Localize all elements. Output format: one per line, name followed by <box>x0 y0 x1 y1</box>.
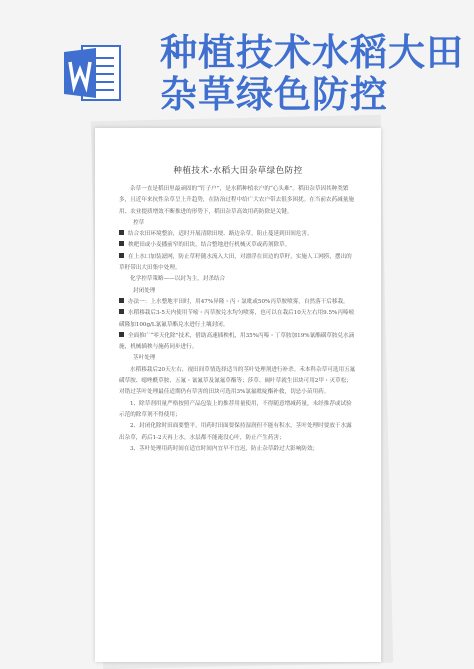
body-paragraph: 杂草一直是稻田里最顽固的“钉子户”，是水稻种植农户的“心头难”。稻田杂草因其种类繁多，且近年来抗性杂草呈上升趋势，在防治过程中给广大农户带去很多困扰。在当前农药减量施用、农业提质增效不断推进的形势下，稻田杂草高效用药防除是关键。 <box>119 186 354 215</box>
bullet-text: 结合农田环境整治，适时开展清除田埂、路边杂草，阻止蔓延到田间危害。 <box>128 231 313 238</box>
bullet-text: 办法一：上水整地平田时，用47%异隆・丙・氯吡或50%丙草胺喷雾，自然落干后移栽。 <box>128 298 349 305</box>
bullet-paragraph <box>119 252 357 275</box>
bullet-paragraph <box>119 229 357 240</box>
bullet-paragraph <box>119 297 357 308</box>
bullet-paragraph <box>119 331 357 354</box>
bullet-text: 秧耙田或小麦播前窄的田块，结合整地进行机械灭草或药剂除草。 <box>128 242 291 249</box>
bullet-square-icon <box>119 309 124 314</box>
banner-title-line-1: 种植技术水稻大田 <box>160 31 464 74</box>
banner-title-line-2: 杂草绿色防控 <box>160 73 388 116</box>
body-paragraph: 3、茎叶处理用药时间在适宜时间内宜早不宜迟，防止杂草龄过大影响防效； <box>130 445 319 452</box>
section-heading: 控草 <box>133 219 145 226</box>
bullet-square-icon <box>119 230 124 235</box>
bullet-text: 水稻移栽后3-5天内使用苄嘧・丙草胺兑水均匀喷雾，也可以在栽后10天左右用9.5%丙嗪嘧磺隆加100g/L氰氟草酯兑水进行土壤封闭。 <box>119 310 355 328</box>
document-body <box>119 184 357 455</box>
bullet-square-icon <box>119 332 124 337</box>
body-paragraph: 1、除草剂用量严格按照产品包装上的推荐用量使用，不得随意增减药量，未经推荐或试验示范的除草剂不得使用； <box>119 400 352 418</box>
body-paragraph: 水稻移栽后20天左右，视田间草情选择适当的茎叶处理剂进行补杀。禾本科杂草可选用五氟磺草胺、噁唑酰草胺、五氟・氰氟草及氰氟草酯等；莎草、阔叶草就生田块可用2甲・灭草松；对错过茎叶处理最佳适期仍有草害的田块可选用3%氯氟吡啶酯补救，切忌小苗用药。 <box>119 366 356 396</box>
banner <box>0 0 474 120</box>
bullet-text: 全面推广“零天化除”技术，借助高速插秧机，用35%丙嗪・丁草胺加19%氰酯磺草胺兑水滴施，机械插秧与施药同步进行。 <box>119 332 355 351</box>
word-doc-icon <box>62 42 124 104</box>
section-heading: 封闭处理 <box>133 287 156 294</box>
body-paragraph: 2、封闭化除时田面要整平，用药时田面要保持湿润但不能有积水，茎叶处理时要放干水露出杂草，药后1-2天再上水，水层都不能淹没心叶，防止产生药害； <box>119 423 352 441</box>
bullet-square-icon <box>119 241 124 246</box>
document-title: 种植技术-水稻大田杂草绿色防控 <box>173 166 303 176</box>
bullet-square-icon <box>119 253 124 258</box>
bullet-paragraph <box>119 308 357 331</box>
bullet-paragraph <box>119 240 357 251</box>
document-page <box>95 128 381 662</box>
body-paragraph: 化学控草策略——以封为主，封杀结合 <box>130 276 226 283</box>
section-heading: 茎叶处理 <box>133 355 156 362</box>
bullet-text: 在上水口加装滤网，防止草籽随水流入大田，对漂浮在田边的草籽，实施人工网捞，摆出的草籽带出大田集中处理。 <box>119 253 352 272</box>
bullet-square-icon <box>119 298 124 303</box>
